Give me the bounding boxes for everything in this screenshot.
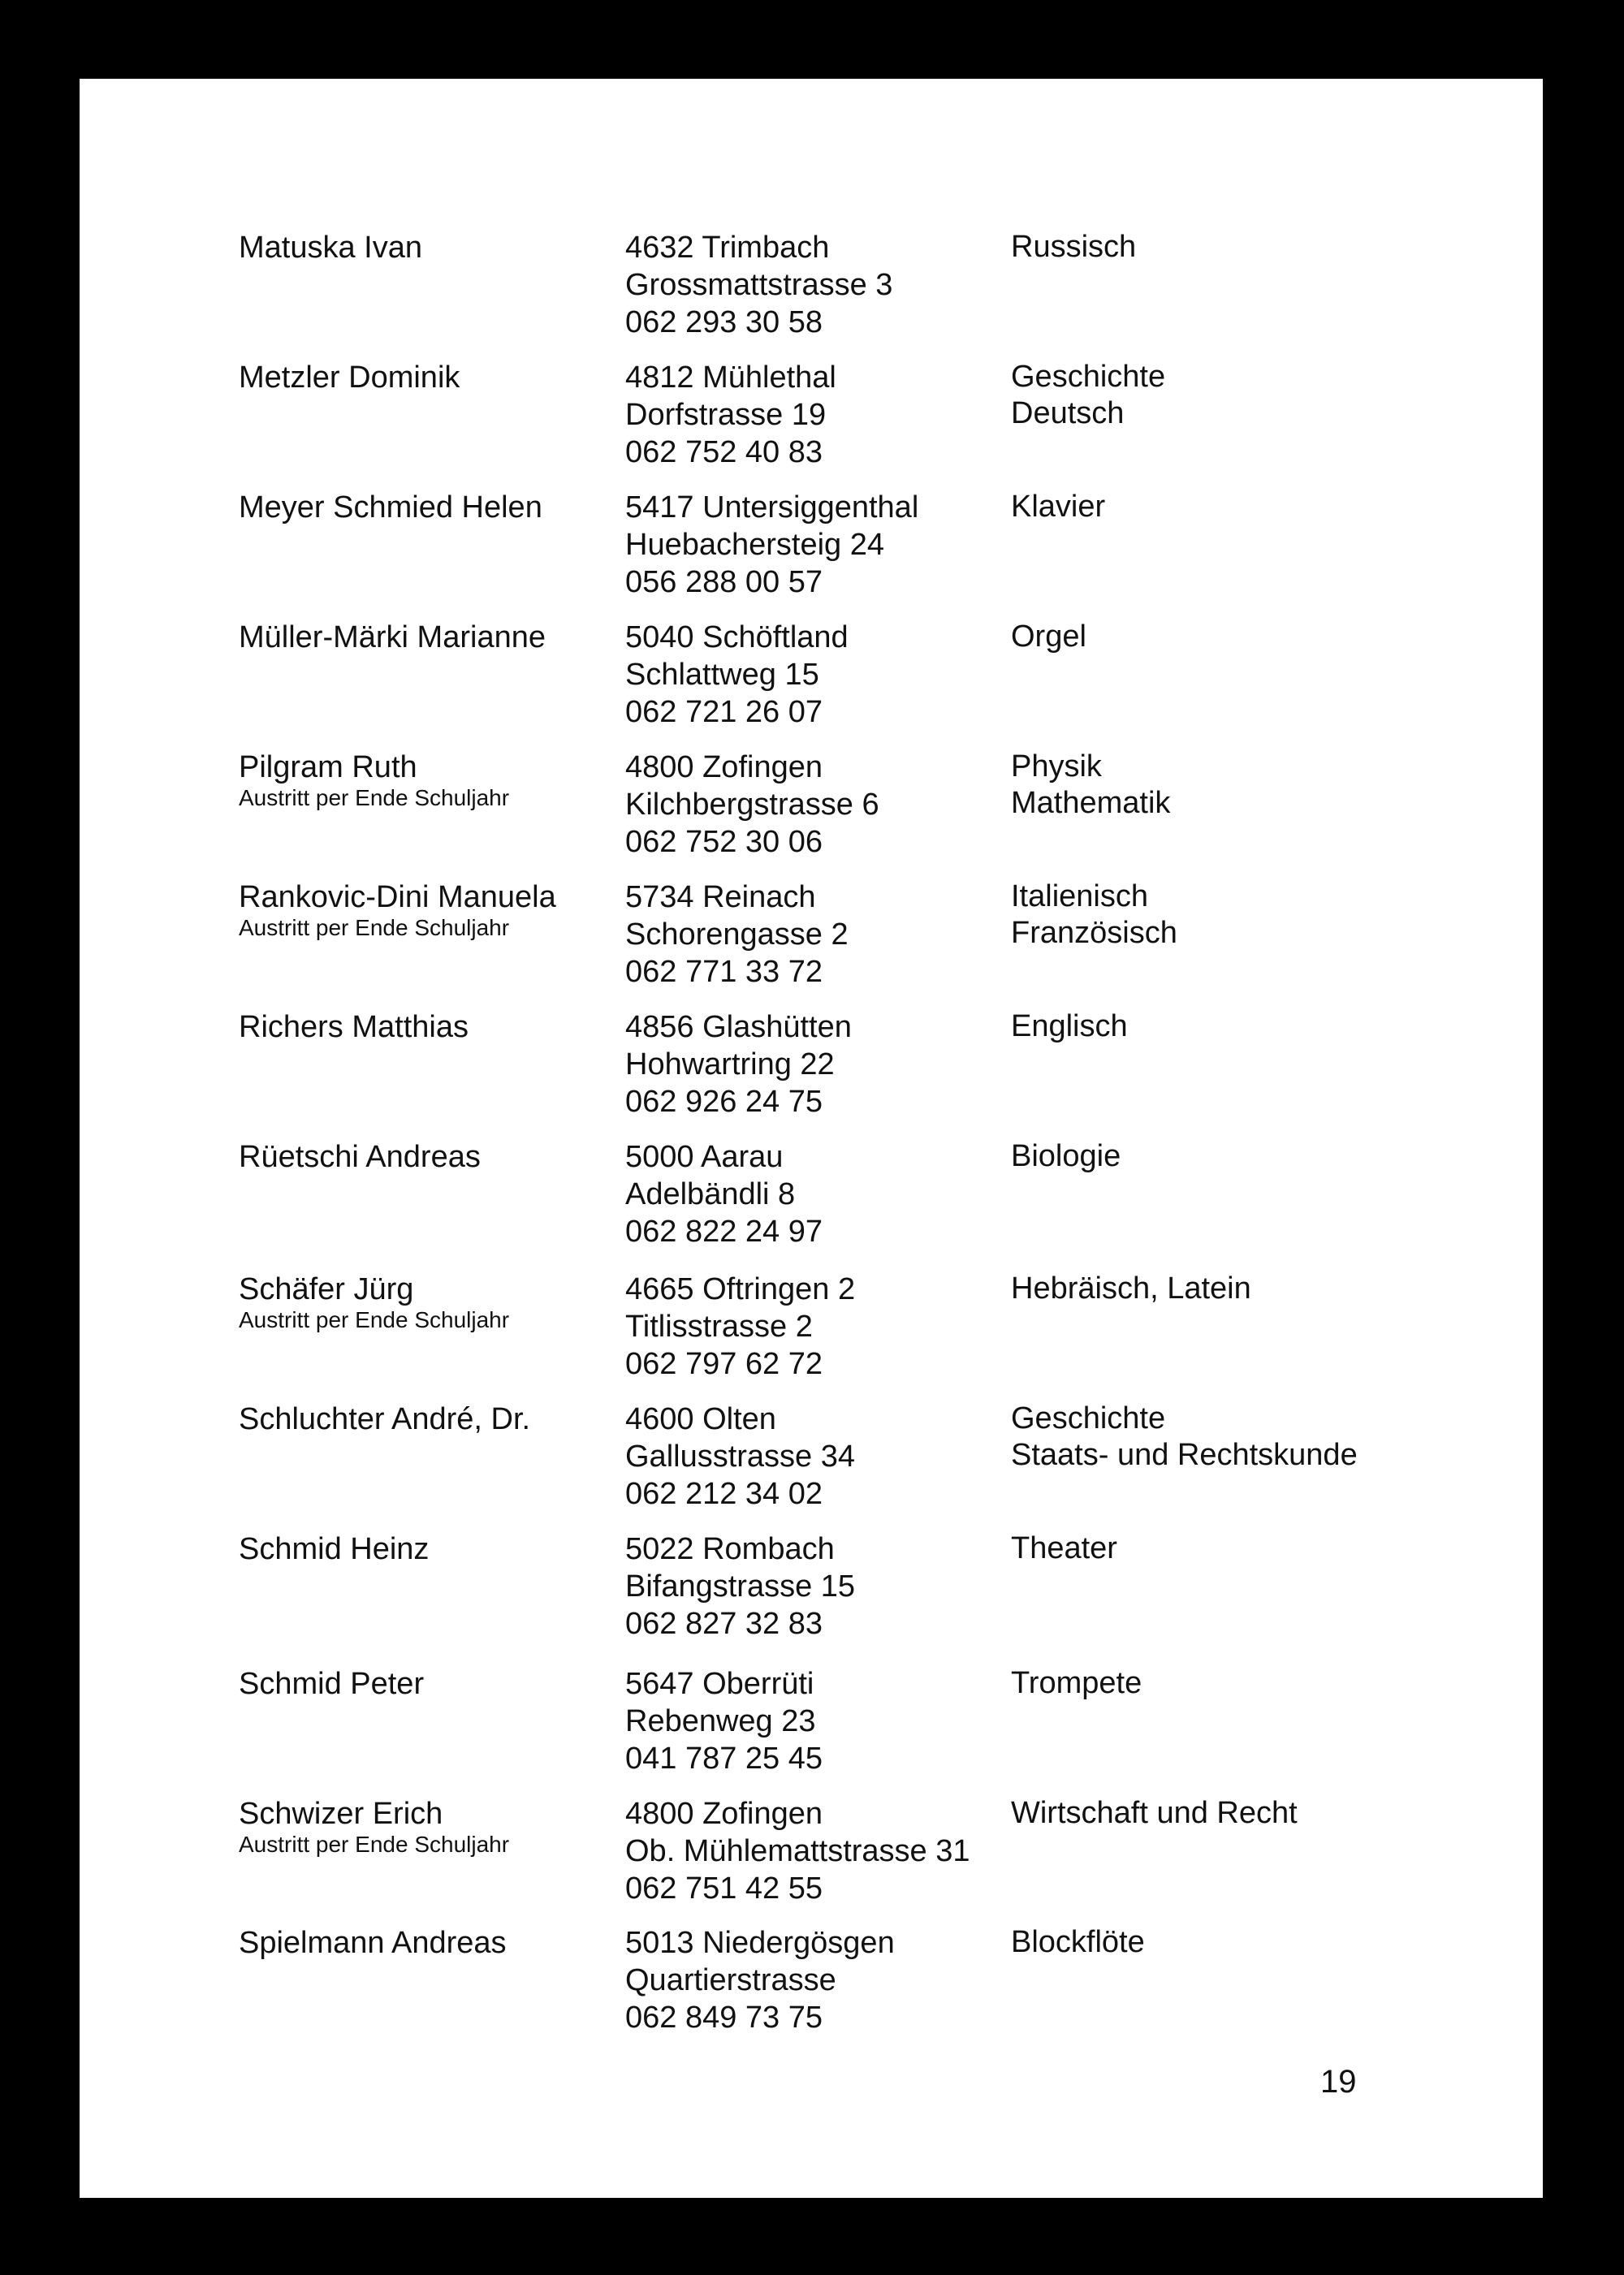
subject-column <box>1011 1665 1466 1702</box>
directory-entry <box>80 1530 1543 1652</box>
subject-column <box>1011 749 1466 822</box>
subject-column <box>1011 1795 1466 1832</box>
street-address: Adelbändli 8 <box>625 1177 796 1211</box>
name-column <box>239 1924 596 1962</box>
name-column <box>239 1271 596 1333</box>
name-column <box>239 1008 596 1046</box>
person-name: Meyer Schmied Helen <box>239 490 542 525</box>
directory-entry <box>80 1795 1543 1917</box>
name-column <box>239 619 596 656</box>
person-name: Rüetschi Andreas <box>239 1140 481 1174</box>
page-number: 19 <box>1320 2064 1357 2100</box>
directory-entry <box>80 359 1543 481</box>
person-name: Schmid Peter <box>239 1667 425 1701</box>
address-column <box>625 878 1015 991</box>
phone-number: 062 822 24 97 <box>625 1215 823 1249</box>
street-address: Dorfstrasse 19 <box>625 398 827 432</box>
street-address: Bifangstrasse 15 <box>625 1569 856 1604</box>
subject: Italienisch <box>1011 879 1148 913</box>
subject-column <box>1011 1008 1466 1045</box>
person-name: Schäfer Jürg <box>239 1272 414 1306</box>
name-column <box>239 229 596 266</box>
directory-entry <box>80 1138 1543 1260</box>
address-column <box>625 1271 1015 1383</box>
phone-number: 062 849 73 75 <box>625 2001 823 2035</box>
directory-entry <box>80 749 1543 870</box>
directory-entry <box>80 489 1543 611</box>
directory-entry <box>80 1665 1543 1787</box>
subject-column <box>1011 359 1466 432</box>
subject-column <box>1011 1138 1466 1175</box>
postal-city: 4800 Zofingen <box>625 1797 823 1831</box>
address-column <box>625 359 1015 471</box>
subject: Klavier <box>1011 490 1106 524</box>
subject: Französisch <box>1011 916 1177 950</box>
street-address: Titlisstrasse 2 <box>625 1310 813 1344</box>
address-column <box>625 1665 1015 1777</box>
postal-city: 5022 Rombach <box>625 1532 835 1566</box>
name-column <box>239 1665 596 1703</box>
postal-city: 5734 Reinach <box>625 880 816 914</box>
address-column <box>625 749 1015 861</box>
postal-city: 4632 Trimbach <box>625 231 830 265</box>
person-name: Richers Matthias <box>239 1010 469 1044</box>
phone-number: 062 212 34 02 <box>625 1477 823 1511</box>
directory-entry <box>80 1401 1543 1522</box>
document-page <box>80 79 1543 2198</box>
name-column <box>239 1795 596 1858</box>
address-column <box>625 1008 1015 1120</box>
person-name: Müller-Märki Marianne <box>239 620 546 654</box>
phone-number: 062 827 32 83 <box>625 1607 823 1641</box>
subject: Deutsch <box>1011 396 1125 430</box>
subject-column <box>1011 489 1466 525</box>
subject: Physik <box>1011 749 1102 784</box>
phone-number: 062 721 26 07 <box>625 695 823 729</box>
name-column <box>239 878 596 941</box>
name-column <box>239 1530 596 1568</box>
departure-note: Austritt per Ende Schuljahr <box>239 915 510 940</box>
address-column <box>625 619 1015 731</box>
subject: Theater <box>1011 1531 1117 1565</box>
subject: Geschichte <box>1011 1401 1166 1435</box>
name-column <box>239 489 596 526</box>
phone-number: 062 752 30 06 <box>625 825 823 859</box>
street-address: Schlattweg 15 <box>625 658 819 692</box>
phone-number: 062 293 30 58 <box>625 305 823 339</box>
subject: Staats- und Rechtskunde <box>1011 1438 1358 1472</box>
street-address: Kilchbergstrasse 6 <box>625 788 879 822</box>
name-column <box>239 1401 596 1438</box>
street-address: Gallusstrasse 34 <box>625 1440 856 1474</box>
address-column <box>625 1530 1015 1643</box>
subject: Geschichte <box>1011 360 1166 394</box>
postal-city: 5040 Schöftland <box>625 620 849 654</box>
departure-note: Austritt per Ende Schuljahr <box>239 1307 510 1332</box>
subject-column <box>1011 619 1466 655</box>
address-column <box>625 489 1015 601</box>
subject: Wirtschaft und Recht <box>1011 1796 1298 1830</box>
directory-entry <box>80 1924 1543 2046</box>
person-name: Rankovic-Dini Manuela <box>239 880 556 914</box>
person-name: Spielmann Andreas <box>239 1926 507 1960</box>
directory-entry <box>80 878 1543 1000</box>
phone-number: 062 926 24 75 <box>625 1085 823 1119</box>
street-address: Grossmattstrasse 3 <box>625 268 893 302</box>
directory-entry <box>80 1008 1543 1130</box>
address-column <box>625 1401 1015 1513</box>
person-name: Schwizer Erich <box>239 1797 443 1831</box>
subject-column <box>1011 1530 1466 1567</box>
address-column <box>625 1138 1015 1250</box>
postal-city: 4812 Mühlethal <box>625 360 836 395</box>
subject: Biologie <box>1011 1139 1121 1173</box>
subject-column <box>1011 229 1466 265</box>
postal-city: 5000 Aarau <box>625 1140 784 1174</box>
street-address: Ob. Mühlemattstrasse 31 <box>625 1834 970 1868</box>
address-column <box>625 1795 1015 1907</box>
subject: Orgel <box>1011 619 1086 654</box>
street-address: Quartierstrasse <box>625 1963 836 1997</box>
name-column <box>239 1138 596 1176</box>
person-name: Matuska Ivan <box>239 231 422 265</box>
street-address: Rebenweg 23 <box>625 1704 816 1738</box>
subject: Hebräisch, Latein <box>1011 1271 1251 1306</box>
person-name: Schluchter André, Dr. <box>239 1402 531 1436</box>
postal-city: 4665 Oftringen 2 <box>625 1272 856 1306</box>
name-column <box>239 359 596 396</box>
street-address: Huebachersteig 24 <box>625 528 884 562</box>
address-column <box>625 1924 1015 2036</box>
subject: Mathematik <box>1011 786 1171 820</box>
directory-entry <box>80 229 1543 351</box>
phone-number: 056 288 00 57 <box>625 565 823 599</box>
directory-entry <box>80 619 1543 740</box>
subject: Trompete <box>1011 1666 1142 1700</box>
subject: Englisch <box>1011 1009 1128 1043</box>
phone-number: 041 787 25 45 <box>625 1742 823 1776</box>
postal-city: 4800 Zofingen <box>625 750 823 784</box>
postal-city: 5647 Oberrüti <box>625 1667 814 1701</box>
subject: Blockflöte <box>1011 1925 1145 1959</box>
person-name: Pilgram Ruth <box>239 750 417 784</box>
departure-note: Austritt per Ende Schuljahr <box>239 1832 510 1857</box>
postal-city: 5417 Untersiggenthal <box>625 490 919 525</box>
person-name: Schmid Heinz <box>239 1532 430 1566</box>
street-address: Hohwartring 22 <box>625 1047 835 1081</box>
phone-number: 062 752 40 83 <box>625 435 823 469</box>
postal-city: 4856 Glashütten <box>625 1010 852 1044</box>
subject-column <box>1011 1924 1466 1961</box>
subject-column <box>1011 878 1466 952</box>
address-column <box>625 229 1015 341</box>
phone-number: 062 797 62 72 <box>625 1347 823 1381</box>
departure-note: Austritt per Ende Schuljahr <box>239 785 510 810</box>
postal-city: 5013 Niedergösgen <box>625 1926 895 1960</box>
postal-city: 4600 Olten <box>625 1402 776 1436</box>
person-name: Metzler Dominik <box>239 360 460 395</box>
subject: Russisch <box>1011 230 1137 264</box>
street-address: Schorengasse 2 <box>625 917 849 952</box>
phone-number: 062 751 42 55 <box>625 1871 823 1906</box>
subject-column <box>1011 1401 1466 1474</box>
directory-entry <box>80 1271 1543 1392</box>
phone-number: 062 771 33 72 <box>625 955 823 989</box>
subject-column <box>1011 1271 1466 1307</box>
name-column <box>239 749 596 811</box>
